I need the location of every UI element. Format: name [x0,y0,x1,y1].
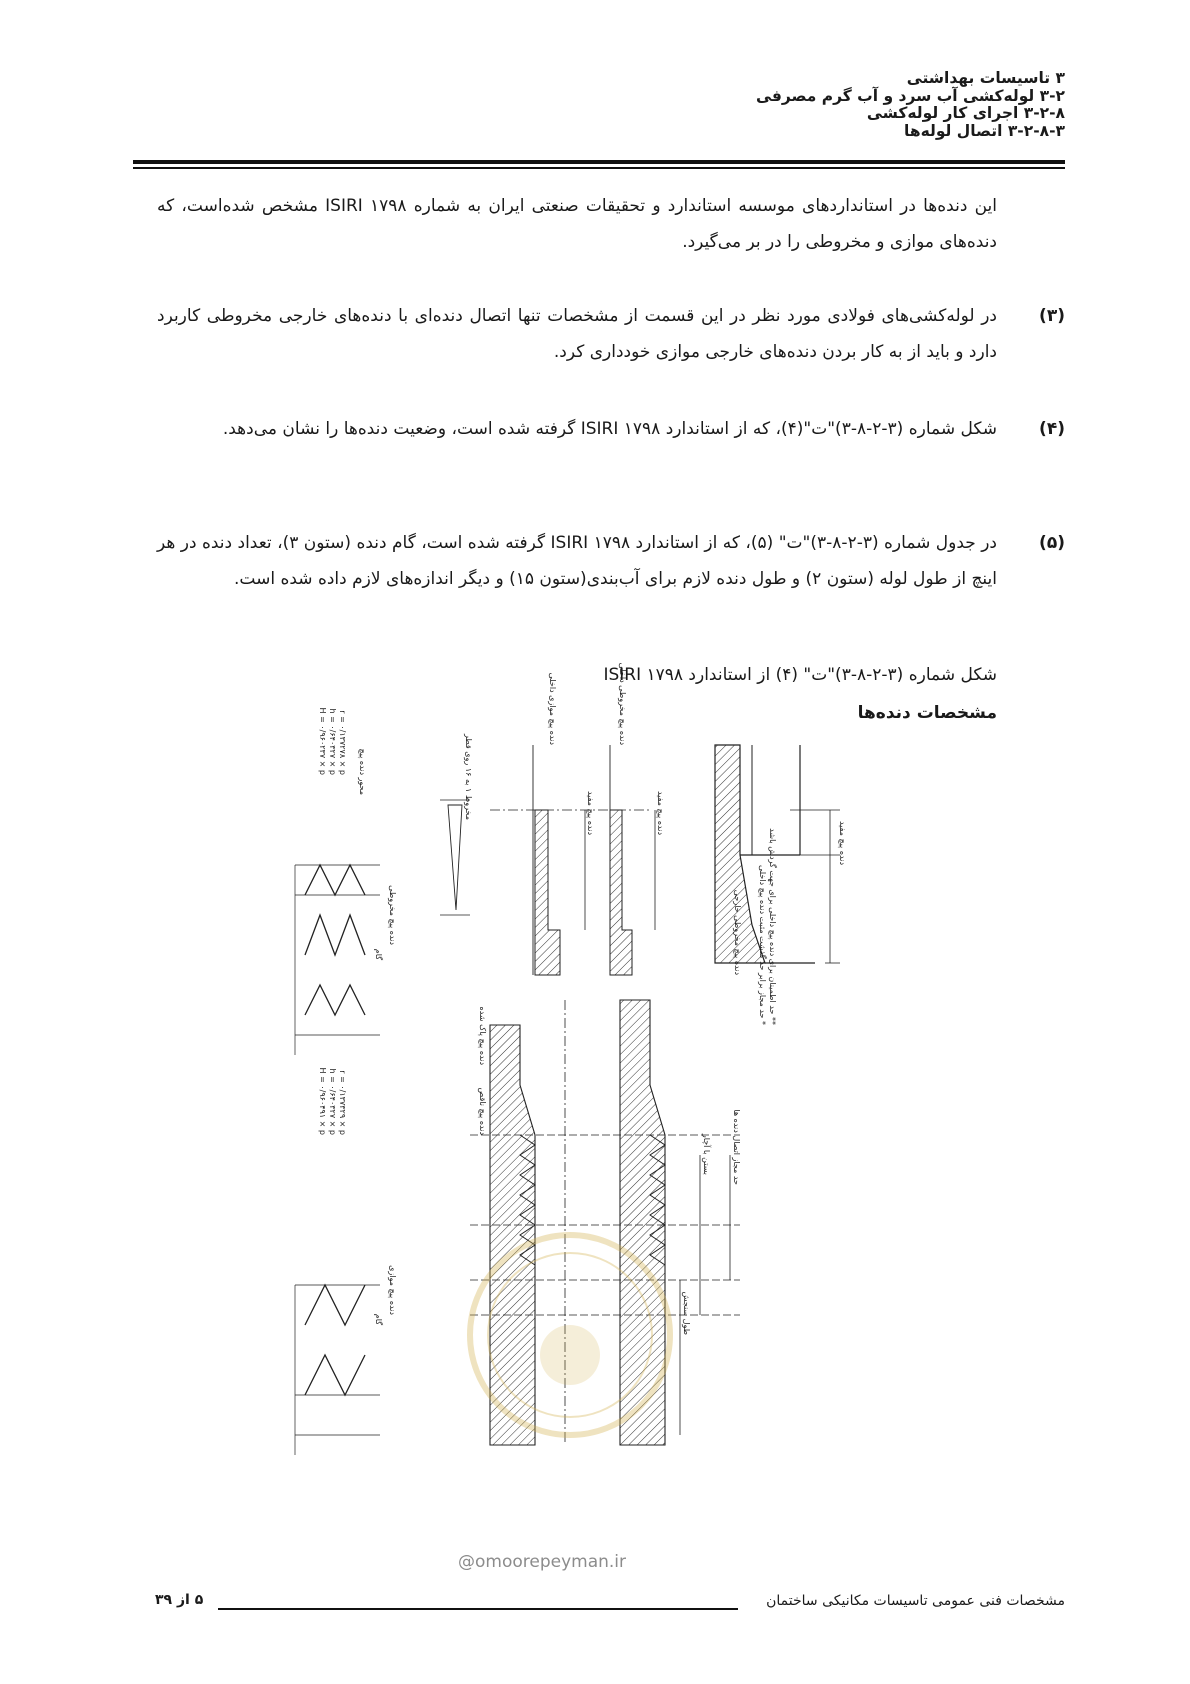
item-4-number: (۴) [1039,419,1065,439]
parallel-formula-r: r = ۰/۱۳۷۳۲۹ × p [338,1070,347,1135]
footer-document-title: مشخصات فنی عمومی تاسیسات مکانیکی ساختمان [766,1593,1065,1609]
thread-axis-label: محور دنده پیچ [358,748,367,795]
footer-rule [218,1608,738,1610]
internal-threads-section [490,663,665,975]
taper-formula-h: h = ۰/۶۴۰۳۲۷ × p [328,708,337,775]
note-1: * حد مجاز برابر حد گذشت مثبت دنده پیچ داخلی [758,865,767,1025]
intro-paragraph: این دنده‌ها در استانداردهای موسسه استاندارد و تحقیقات صنعتی ایران به شماره ISIRI ۱۷۹۸ مشخص شده‌است، که دنده‌های موازی و مخروطی را در بر می‌گیرد. [157,196,998,252]
taper-thread-profile [295,708,397,1055]
washout-thread-label: دنده پیچ پاک شده [478,1006,487,1065]
useful-thread-label-2: دنده پیچ مفید [586,790,595,835]
pitch-label-taper: گام [374,948,383,960]
page-number: ۵ از ۳۹ [155,1592,204,1608]
header-divider-thin [133,167,1065,169]
useful-thread-label-3: دنده پیچ مفید [656,790,665,835]
figure-subcaption: مشخصات دنده‌ها [857,703,997,723]
site-watermark: @omoorepeyman.ir [458,1552,627,1572]
header-topic: ۳-۲-۸-۳ اتصال لوله‌ها [904,121,1065,140]
parallel-formula-H: H = ۰/۹۶۰۴۹۱ × p [318,1067,327,1135]
item-3-number: (۳) [1039,306,1065,326]
useful-thread-label: دنده پیچ مفید [838,820,847,865]
item-3-text: در لوله‌کشی‌های فولادی مورد نظر در این قسمت از مشخصات تنها اتصال دنده‌ای با دنده‌های خارجی مخروطی کاربرد دارد و باید از به کار بردن دنده‌های خارجی موازی خودداری کرد. [157,306,997,362]
item-5-text: در جدول شماره (۳-۲-۸-۳)"ت" (۵)، که از استاندارد ISIRI ۱۷۹۸ گرفته شده است، گام دنده (ستون ۳)، تعداد دنده در هر اینچ از طول لوله (ستون ۲) و طول دنده لازم برای آب‌بندی(ستون ۱۵) و دیگر اندازه‌های لازم داده شده است. [157,533,997,589]
incomplete-thread-label: دنده پیچ ناقص [478,1087,487,1135]
internal-parallel-label: دنده پیچ موازی داخلی [548,672,557,745]
running-header [125,70,1065,140]
taper-ratio-label: مخروط ۱ به ۱۶ روی قطر [464,733,473,820]
header-chapter: ۳ تاسیسات بهداشتی [906,69,1065,87]
header-divider-thick [133,160,1065,164]
taper-formula-H: H = ۰/۹۶۰۲۳۷ × p [318,707,327,775]
parallel-thread-profile [295,1068,397,1455]
parallel-formula-h: h = ۰/۶۴۰۳۲۷ × p [328,1068,337,1135]
parallel-thread-label: دنده پیچ موازی [388,1265,397,1315]
external-taper-section [715,745,847,975]
taper-thread-label: دنده پیچ مخروطی [388,885,397,945]
taper-formula-r: r = ۰/۱۳۷۲۷۸ × p [338,710,347,775]
taper-ratio-glyph [440,733,473,915]
item-5-number: (۵) [1039,533,1065,553]
fitting-limit-label: حد مجاز اتصال دنده ها [732,1109,741,1185]
item-4-text: شکل شماره (۳-۲-۸-۳)"ت"(۴)، که از استاندارد ISIRI ۱۷۹۸ گرفته شده است، وضعیت دنده‌ها را نشان می‌دهد. [222,419,997,439]
external-taper-label: دنده پیچ مخروطی خارجی [733,889,742,975]
internal-taper-label: دنده پیچ مخروطی داخلی [618,662,627,745]
wrench-tightening-label: بستن با آچار [702,1133,711,1175]
header-section: ۳-۲ لوله‌کشی آب سرد و آب گرم مصرفی [756,86,1065,105]
figure-caption: شکل شماره (۳-۲-۸-۳)"ت" (۴) از استاندارد ISIRI ۱۷۹۸ [603,665,997,685]
gauge-length-label: طول سنجش [682,1291,691,1335]
note-2: ** حد اطمینان برای دنده پیچ داخلی برای جهت گردش باشد [768,828,777,1025]
pitch-label-parallel: گام [374,1313,383,1325]
header-subsection: ۳-۲-۸ اجرای کار لوله‌کشی [866,104,1065,122]
